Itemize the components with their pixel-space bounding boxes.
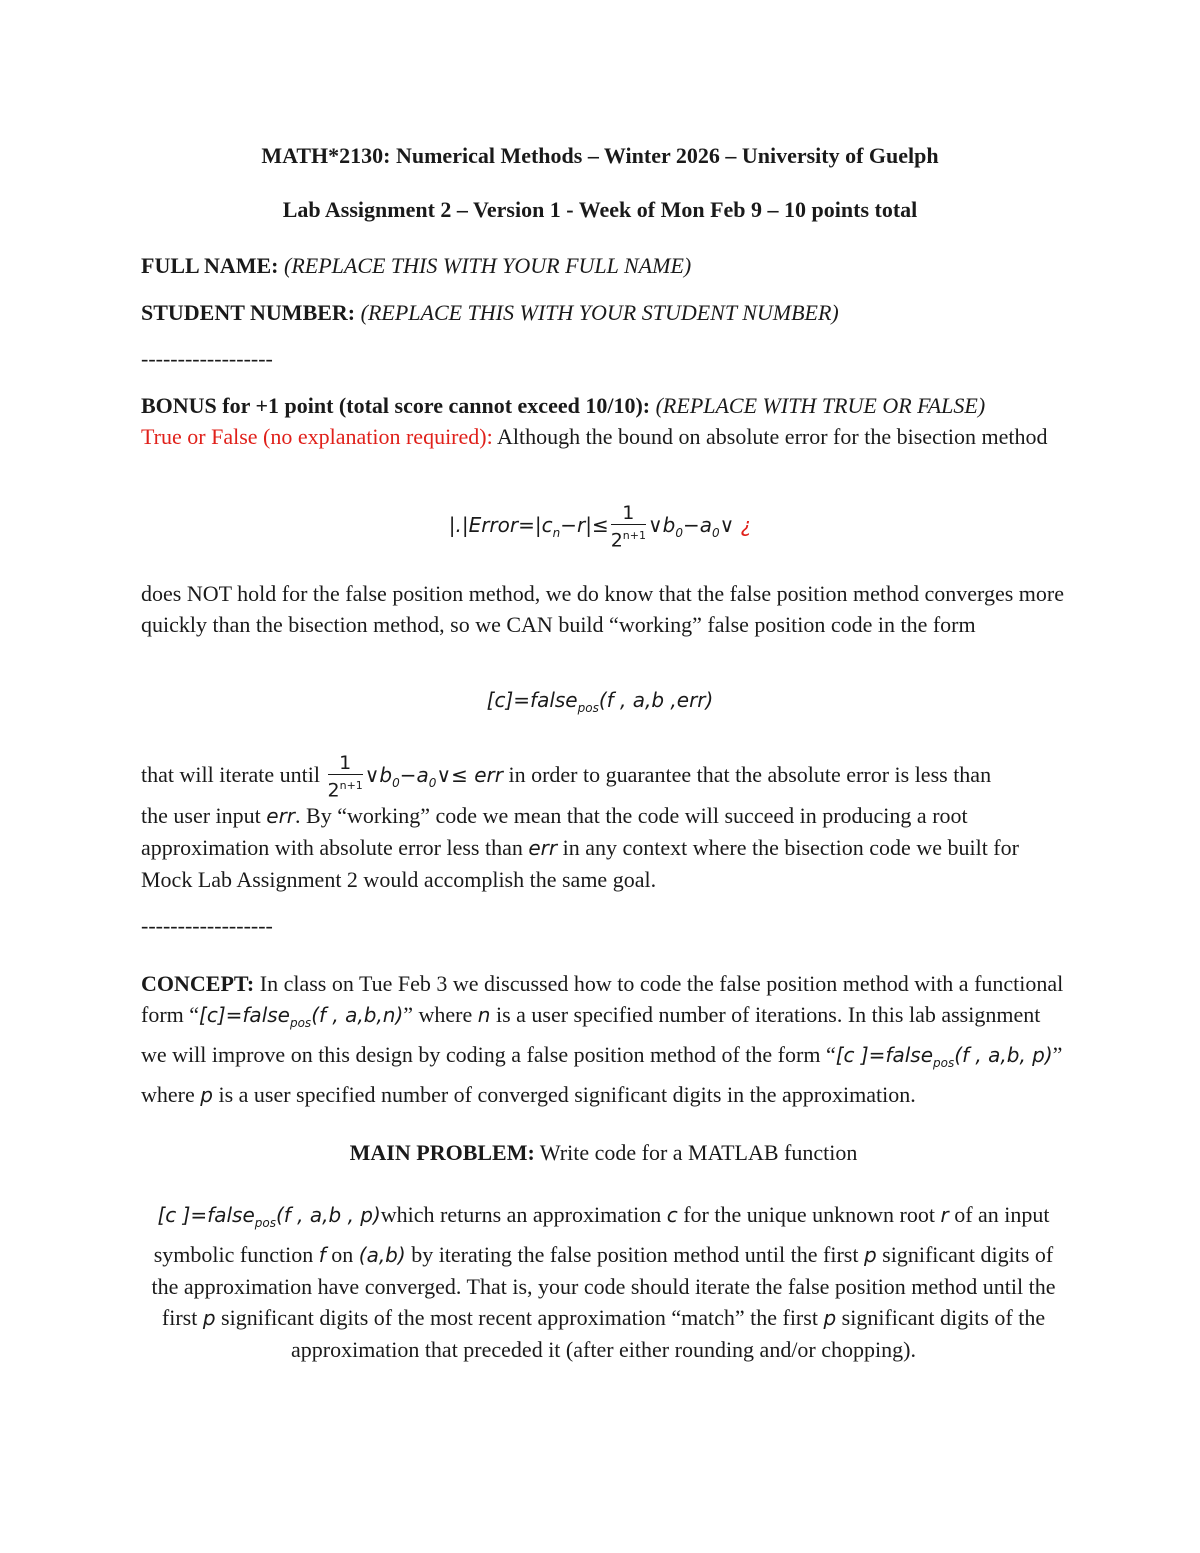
- bisection-error-formula: $|.|Error=|c_n-r|\le$ $\frac{1}{2^{n+1}}$ $\vee b_0-a_0\vee$ ¿: [448, 502, 752, 552]
- full-name-placeholder: (REPLACE THIS WITH YOUR FULL NAME): [284, 253, 692, 278]
- bonus-body-2: the user input err. By “working” code we mean that the code will succeed in producing a root approximation with absolute error less than err in any context where the bisection code we built for Mock Lab Assignment 2 would accomplish the same goal.: [141, 803, 1019, 892]
- document-title: MATH*2130: Numerical Methods – Winter 2026 – University of Guelph: [261, 143, 939, 168]
- bonus-paragraph: [141, 390, 1066, 452]
- divider-2: ------------------: [141, 913, 273, 938]
- bonus-placeholder: (REPLACE WITH TRUE OR FALSE): [655, 393, 986, 418]
- bonus-intro: Although the bound on absolute error for the bisection method: [492, 424, 1048, 449]
- false-pos-err-form: [c]=false$_{pos}$(f , a,b ,err): [486, 688, 714, 715]
- student-number-placeholder: (REPLACE THIS WITH YOUR STUDENT NUMBER): [360, 300, 839, 325]
- student-number-line: [141, 297, 1066, 328]
- iterate-until-line: that will iterate until $\frac{1}{2^{n+1}}$ $\vee b_0-a_0\vee\le$ err in order to guarantee that the absolute error is less than: [141, 752, 992, 802]
- true-false-note: True or False (no explanation required):: [141, 424, 493, 449]
- bonus-body-1: does NOT hold for the false position method, we do know that the false position method converges more quickly than the bisection method, so we CAN build “working” false position code in the form: [141, 581, 1065, 637]
- main-problem-label: MAIN PROBLEM:: [349, 1140, 535, 1165]
- assignment-subtitle: Lab Assignment 2 – Version 1 - Week of Mon Feb 9 – 10 points total: [282, 197, 918, 222]
- main-problem-heading: MAIN PROBLEM: Write code for a MATLAB function: [349, 1140, 858, 1165]
- divider-1: ------------------: [141, 346, 273, 371]
- student-number-label: STUDENT NUMBER:: [141, 300, 356, 325]
- bonus-label: BONUS for +1 point (total score cannot exceed 10/10):: [141, 393, 651, 418]
- main-problem-body: [c ]=false$_{pos}$(f , a,b , p)which returns an approximation c for the unique unknown root r of an input symbolic function f on (a,b) by iterating the false position method until the first p significant digits of the approximation have converged. That is, your code should iterate the false position method until the first p significant digits of the most recent approximation “match” the first p significant digits of the approximation that preceded it (after either rounding and/or chopping).: [151, 1202, 1056, 1362]
- concept-paragraph: CONCEPT: In class on Tue Feb 3 we discussed how to code the false position method with a functional form “[c]=false$_{pos}$(f , a,b,n)” where n is a user specified number of iterations. In this lab assignment we will improve on this design by coding a false position method of the form “[c ]=false$_{pos}$(f , a,b, p)” where p is a user specified number of converged significant digits in the approximation.: [141, 971, 1064, 1107]
- full-name-label: FULL NAME:: [141, 253, 279, 278]
- full-name-line: [141, 250, 1066, 281]
- concept-label: CONCEPT:: [141, 971, 255, 996]
